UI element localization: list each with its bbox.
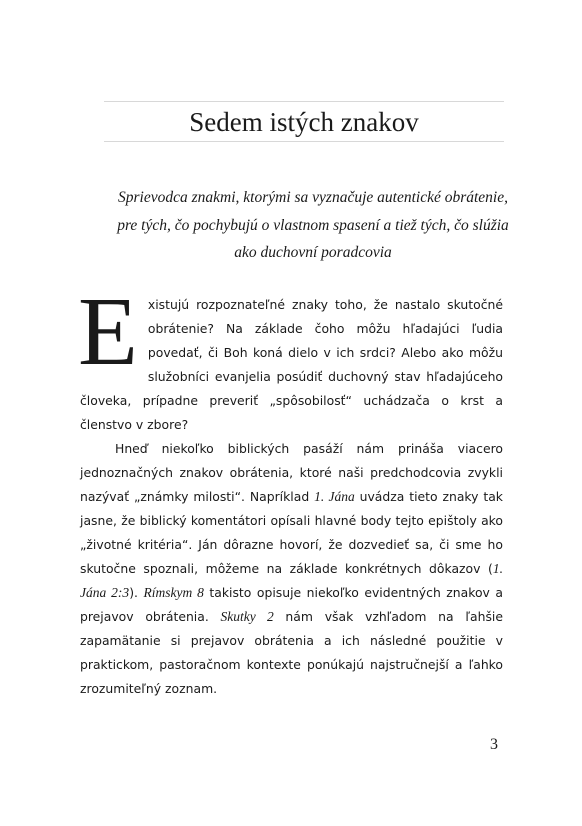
scripture-reference: 1. Jána 2:3	[80, 561, 503, 600]
paragraph-2-text-d: takisto opisuje niekoľko evidentných znakov a prejavov obrátenia.	[80, 585, 503, 624]
title-top-rule	[104, 101, 504, 102]
paragraph-2-text-e: nám však vzhľadom na ľahšie zapamätanie si prejavov obrátenia a ich následné použitie v praktickom, pastoračnom kontexte ponúkajú najstručnejší a ľahko zrozumiteľný zoznam.	[80, 609, 503, 696]
paragraph-1-text: xistujú rozpoznateľné znaky toho, že nastalo skutočné obrátenie? Na základe čoho môžu hľadajúci ľudia povedať, či Boh koná dielo v ich srdci? Alebo ako môžu služobníci evanjelia posúdiť duchovný stav hľadajúceho človeka, prípadne preveriť „spôsobilosť“ uchádzača o krst a členstvo v zbore?	[80, 297, 503, 432]
chapter-subtitle: Sprievodca znakmi, ktorými sa vyznačuje autentické obrátenie, pre tých, čo pochybujú o vlastnom spasení a tiež tých, čo slúžia ako duchovní poradcovia	[117, 189, 509, 261]
chapter-title: Sedem istých znakov	[189, 107, 419, 137]
title-bottom-rule	[104, 141, 504, 142]
paragraph-2-text-a: Hneď niekoľko biblických pasáží nám prináša viacero jednoznačných znakov obrátenia, ktoré naši predchodcovia zvykli nazývať „známky milosti“. Napríklad	[80, 441, 503, 504]
scripture-reference: 1. Jána	[314, 489, 355, 504]
body-text	[78, 278, 503, 701]
paragraph-2-text-c: ).	[129, 585, 144, 600]
page-number: 3	[490, 736, 498, 753]
paragraph-1	[78, 278, 503, 437]
scripture-reference: Skutky 2	[220, 609, 274, 624]
scripture-reference: Rímskym 8	[143, 585, 204, 600]
paragraph-2	[80, 437, 503, 701]
drop-cap: E	[78, 278, 138, 386]
paragraph-2-text-b: uvádza tieto znaky tak jasne, že biblický komentátori opísali hlavné body tejto epištoly ako „životné kritéria“. Ján dôrazne hovorí, že dozvedieť sa, či sme ho skutočne spoznali, môžeme na základe konkrétnych dôkazov (	[80, 489, 503, 576]
